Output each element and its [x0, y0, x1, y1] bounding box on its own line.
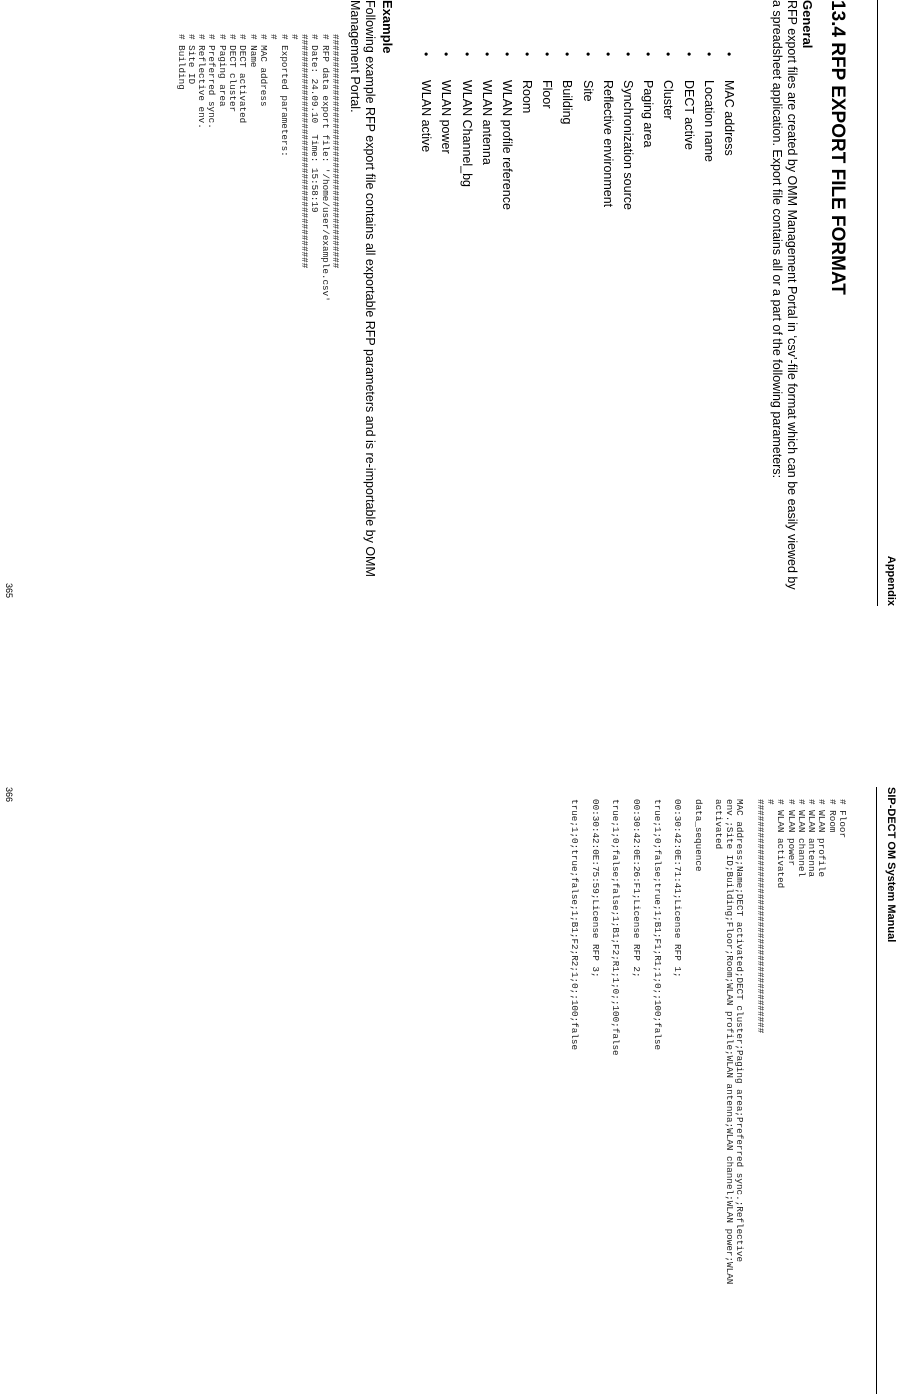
- parameter-item: [537, 52, 557, 210]
- code-line: ##########################################: [299, 34, 311, 269]
- code-line: ##########################################: [330, 34, 341, 269]
- code-line: # WLAN power: [785, 799, 797, 866]
- code-line: [662, 799, 672, 1284]
- parameter-item: [598, 52, 618, 210]
- parameter-label: WLAN active: [419, 80, 434, 153]
- code-line: # Paging area: [216, 34, 228, 107]
- code-line: [703, 799, 713, 1284]
- parameter-item: [699, 52, 719, 210]
- parameter-label: WLAN antenna: [479, 80, 494, 165]
- code-line: activated: [713, 799, 725, 850]
- code-listing-continued: [569, 799, 847, 1284]
- bullet-icon: •: [600, 52, 615, 57]
- parameter-item: [638, 52, 658, 210]
- page-header: Appendix: [885, 555, 897, 606]
- header-divider: [877, 0, 878, 606]
- bullet-icon: •: [499, 52, 514, 57]
- code-line: 00:30:42:0E:75:59;License RFP 3;: [589, 799, 601, 978]
- parameter-list: [416, 52, 739, 210]
- parameter-item: [557, 52, 577, 210]
- section-title: 13.4 RFP EXPORT FILE FORMAT: [827, 0, 848, 295]
- bullet-icon: •: [479, 52, 494, 57]
- parameter-item: [436, 52, 456, 210]
- parameter-item: [658, 52, 678, 210]
- bullet-icon: •: [439, 52, 454, 57]
- parameter-label: Paging area: [641, 80, 656, 148]
- parameter-item: [416, 52, 436, 210]
- code-line: # MAC address: [257, 34, 269, 107]
- bullet-icon: •: [641, 52, 656, 57]
- page-366: [0, 787, 901, 1394]
- code-line: MAC address;Name;DECT activated;DECT cluster;Paging area;Preferred sync.;Reflective: [734, 799, 746, 1263]
- parameter-item: [719, 52, 739, 210]
- bullet-icon: •: [681, 52, 696, 57]
- parameter-item: [678, 52, 698, 210]
- code-line: [682, 799, 692, 1284]
- parameter-label: Synchronization source: [621, 80, 636, 210]
- code-line: # Site ID: [185, 34, 197, 85]
- parameter-label: Cluster: [661, 80, 676, 120]
- parameter-label: Building: [560, 80, 575, 125]
- code-line: true;1;0;false;true;1;B1;F1;R1;1;0;;100;false: [651, 799, 663, 1051]
- parameter-label: Floor: [540, 80, 555, 109]
- bullet-icon: •: [621, 52, 636, 57]
- parameter-item: [477, 52, 497, 210]
- parameter-label: Reflective environment: [600, 80, 615, 208]
- code-line: # DECT activated: [237, 34, 249, 124]
- code-line: [744, 799, 754, 1284]
- code-line: ##########################################: [754, 799, 766, 1034]
- code-listing: [175, 34, 340, 302]
- code-line: [579, 799, 589, 1284]
- bullet-icon: •: [459, 52, 474, 57]
- code-line: true;1;0;false;false;1;B1;F2;R1;1;0;;100;false: [610, 799, 622, 1056]
- code-line: #: [288, 34, 300, 40]
- bullet-icon: •: [580, 52, 595, 57]
- code-line: # WLAN profile: [816, 799, 828, 878]
- parameter-label: Room: [520, 80, 535, 114]
- page-number: 366: [4, 787, 14, 803]
- code-line: # WLAN activated: [775, 799, 787, 889]
- code-line: [600, 799, 610, 1284]
- code-line: # WLAN channel: [795, 799, 807, 878]
- bullet-icon: •: [661, 52, 676, 57]
- code-line: # Reflective env.: [196, 34, 208, 129]
- code-line: # WLAN antenna: [806, 799, 818, 878]
- code-line: env.;Site ID;Building;Floor;Room;WLAN profile;WLAN antenna;WLAN channel;WLAN power;WLAN: [723, 799, 735, 1285]
- code-line: #: [764, 799, 776, 805]
- parameter-label: DECT active: [681, 80, 696, 150]
- example-paragraph: Following example RFP export file contains all exportable RFP parameters and is re-importable by OMM Management Portal.: [348, 0, 377, 577]
- parameter-item: [578, 52, 598, 210]
- parameter-item: [618, 52, 638, 210]
- code-line: [641, 799, 651, 1284]
- code-line: true;1;0;true;false;1;B1;F2;R2;1;0;;100;false: [569, 799, 581, 1051]
- general-heading: General: [800, 0, 815, 49]
- example-heading: Example: [380, 0, 395, 54]
- header-divider: [876, 787, 877, 1394]
- bullet-icon: •: [540, 52, 555, 57]
- parameter-label: WLAN power: [439, 80, 454, 154]
- bullet-icon: •: [419, 52, 434, 57]
- page-header: SIP-DECT OM System Manual: [885, 787, 897, 943]
- bullet-icon: •: [520, 52, 535, 57]
- parameter-label: Site: [580, 80, 595, 102]
- bullet-icon: •: [560, 52, 575, 57]
- code-line: 00:30:42:0E:71:41;License RFP 1;: [672, 799, 684, 978]
- code-line: # Date: 24.09.10 Time: 15:58:19: [309, 34, 321, 213]
- code-line: # DECT cluster: [227, 34, 239, 113]
- code-line: 00:30:42:0E:26:F1;License RFP 2;: [631, 799, 643, 978]
- parameter-label: MAC address: [722, 80, 736, 156]
- code-line: # Name: [247, 34, 259, 68]
- page-number: 365: [4, 583, 14, 599]
- code-line: [620, 799, 630, 1284]
- code-line: data_sequence: [692, 799, 704, 872]
- code-line: #: [268, 34, 280, 40]
- code-line: # Floor: [837, 799, 848, 839]
- page-365: [0, 0, 901, 606]
- parameter-label: WLAN profile reference: [499, 80, 514, 210]
- parameter-item: [517, 52, 537, 210]
- code-line: # Building: [175, 34, 187, 90]
- general-paragraph: RFP export files are created by OMM Management Portal in ‘csv’-file format which can be easily viewed by a spreadsheet application. Export file contains all or a part of the following parameters:: [770, 0, 799, 590]
- parameter-label: WLAN Channel_bg: [459, 80, 474, 188]
- code-line: # Preferred sync.: [206, 34, 218, 129]
- code-line: # Room: [826, 799, 838, 833]
- parameter-item: [456, 52, 476, 210]
- parameter-item: [497, 52, 517, 210]
- code-line: # Exported parameters:: [278, 34, 290, 157]
- bullet-icon: •: [701, 52, 716, 57]
- parameter-label: Location name: [701, 80, 716, 163]
- code-line: # RFP data export file: '/home/user/example.csv': [319, 34, 331, 302]
- bullet-icon: •: [722, 52, 736, 57]
